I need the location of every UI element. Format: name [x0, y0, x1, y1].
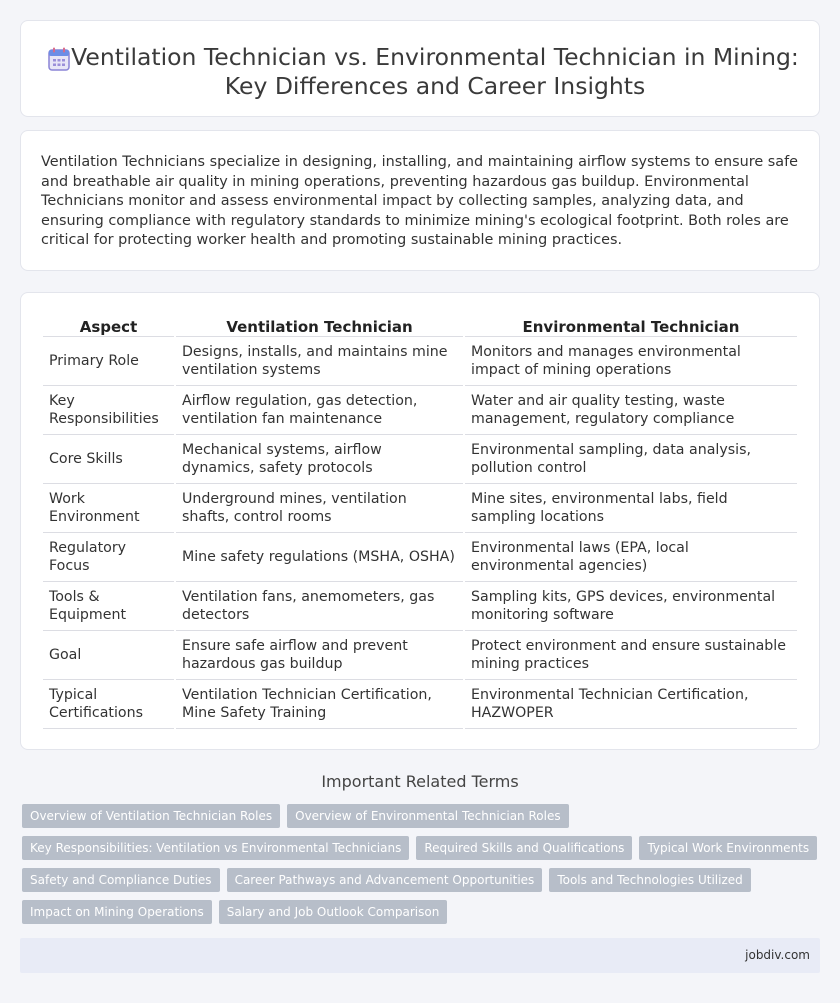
table-row	[43, 582, 797, 631]
table-header-row	[43, 313, 797, 337]
table-cell: Underground mines, ventilation shafts, control rooms	[176, 484, 463, 533]
table-cell: Ventilation fans, anemometers, gas detectors	[176, 582, 463, 631]
tag-row	[22, 836, 822, 860]
table-row	[43, 435, 797, 484]
related-term-tag[interactable]: Career Pathways and Advancement Opportunities	[227, 868, 543, 892]
table-cell: Designs, installs, and maintains mine ventilation systems	[176, 337, 463, 386]
comparison-table	[41, 313, 799, 729]
table-row	[43, 680, 797, 729]
column-header-ventilation: Ventilation Technician	[176, 313, 463, 337]
column-header-aspect: Aspect	[43, 313, 174, 337]
table-cell: Core Skills	[43, 435, 174, 484]
related-term-tag[interactable]: Salary and Job Outlook Comparison	[219, 900, 448, 924]
table-cell: Ensure safe airflow and prevent hazardous gas buildup	[176, 631, 463, 680]
table-cell: Water and air quality testing, waste management, regulatory compliance	[465, 386, 797, 435]
related-terms-title: Important Related Terms	[321, 772, 519, 791]
tag-row	[22, 900, 822, 924]
related-term-tag[interactable]: Required Skills and Qualifications	[416, 836, 632, 860]
table-cell: Key Responsibilities	[43, 386, 174, 435]
comparison-card	[20, 292, 820, 750]
related-term-tag[interactable]: Tools and Technologies Utilized	[549, 868, 750, 892]
column-header-environmental: Environmental Technician	[465, 313, 797, 337]
table-row	[43, 484, 797, 533]
table-cell: Work Environment	[43, 484, 174, 533]
related-term-tag[interactable]: Safety and Compliance Duties	[22, 868, 220, 892]
table-cell: Environmental sampling, data analysis, pollution control	[465, 435, 797, 484]
table-cell: Monitors and manages environmental impact of mining operations	[465, 337, 797, 386]
table-row	[43, 533, 797, 582]
table-cell: Tools & Equipment	[43, 582, 174, 631]
intro-text: Ventilation Technicians specialize in designing, installing, and maintaining airflow systems to ensure safe and breathable air quality in mining operations, preventing hazardous gas buildup. Environmental Technicians monitor and assess environmental impact by collecting samples, analyzing data, and ensuring compliance with regulatory standards to minimize mining's ecological footprint. Both roles are critical for protecting worker health and promoting sustainable mining practices.	[41, 154, 799, 249]
table-cell: Regulatory Focus	[43, 533, 174, 582]
table-cell: Mine safety regulations (MSHA, OSHA)	[176, 533, 463, 582]
page-title: Ventilation Technician vs. Environmental Technician in Mining: Key Differences and Career Insights	[71, 43, 799, 100]
table-cell: Sampling kits, GPS devices, environmental monitoring software	[465, 582, 797, 631]
footer-site-link[interactable]: jobdiv.com	[745, 948, 810, 962]
table-cell: Goal	[43, 631, 174, 680]
table-row	[43, 386, 797, 435]
related-terms-list	[22, 804, 822, 932]
header-card	[20, 20, 820, 117]
footer	[20, 938, 820, 973]
tag-row	[22, 868, 822, 892]
intro-card	[20, 130, 820, 271]
related-term-tag[interactable]: Overview of Ventilation Technician Roles	[22, 804, 280, 828]
related-term-tag[interactable]: Overview of Environmental Technician Roles	[287, 804, 568, 828]
table-cell: Ventilation Technician Certification, Mine Safety Training	[176, 680, 463, 729]
table-cell: Environmental Technician Certification, HAZWOPER	[465, 680, 797, 729]
related-term-tag[interactable]: Typical Work Environments	[639, 836, 817, 860]
table-cell: Typical Certifications	[43, 680, 174, 729]
table-cell: Environmental laws (EPA, local environmental agencies)	[465, 533, 797, 582]
table-cell: Primary Role	[43, 337, 174, 386]
related-term-tag[interactable]: Impact on Mining Operations	[22, 900, 212, 924]
table-row	[43, 631, 797, 680]
table-row	[43, 337, 797, 386]
tag-row	[22, 804, 822, 828]
table-cell: Protect environment and ensure sustainable mining practices	[465, 631, 797, 680]
table-cell: Mine sites, environmental labs, field sampling locations	[465, 484, 797, 533]
table-cell: Mechanical systems, airflow dynamics, safety protocols	[176, 435, 463, 484]
table-cell: Airflow regulation, gas detection, ventilation fan maintenance	[176, 386, 463, 435]
related-term-tag[interactable]: Key Responsibilities: Ventilation vs Environmental Technicians	[22, 836, 409, 860]
